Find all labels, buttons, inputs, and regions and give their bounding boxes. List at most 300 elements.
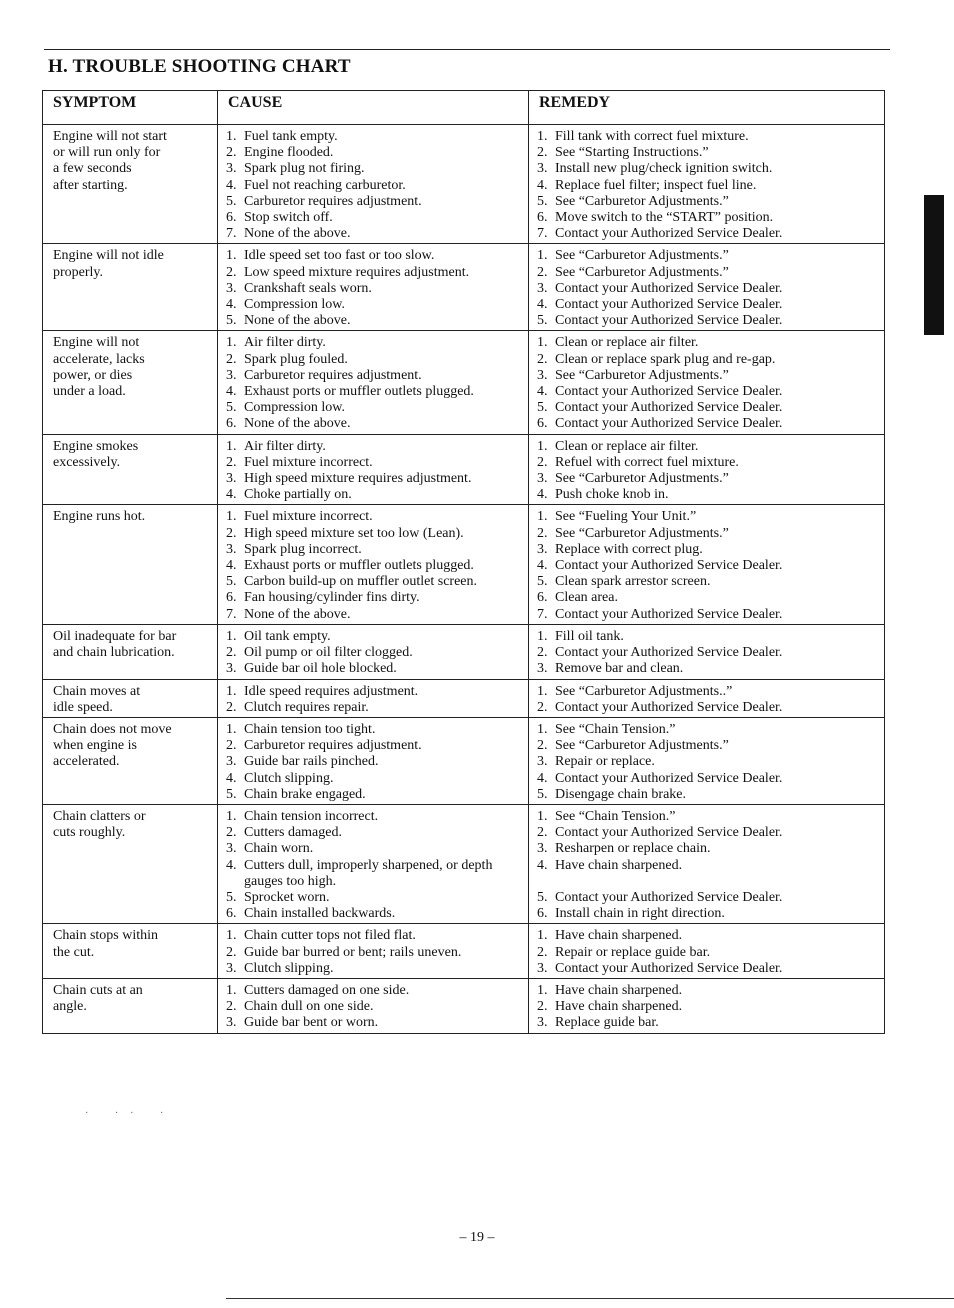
cause-item <box>226 787 522 803</box>
cause-item <box>226 754 522 770</box>
item-number: 7. <box>226 606 237 622</box>
cause-list <box>226 629 522 678</box>
item-number: 5. <box>226 574 237 590</box>
table-row <box>43 924 885 979</box>
item-number: 2. <box>537 525 548 541</box>
cause-cell <box>218 244 529 331</box>
remedy-item <box>537 754 878 770</box>
item-text: Compression low. <box>244 297 345 313</box>
item-text: Contact your Authorized Service Dealer. <box>555 226 783 242</box>
item-number: 2. <box>226 525 237 541</box>
cause-list <box>226 439 522 504</box>
item-text: Contact your Authorized Service Dealer. <box>555 416 783 432</box>
item-number: 2. <box>226 738 237 754</box>
cause-item <box>226 700 522 716</box>
remedy-cell <box>529 505 885 624</box>
item-text: Sprocket worn. <box>244 889 330 905</box>
remedy-item <box>537 858 878 874</box>
symptom-text: Engine will not start or will run only for a few seconds after starting. <box>53 129 167 193</box>
item-text: Refuel with correct fuel mixture. <box>555 454 739 470</box>
cause-item <box>226 945 522 961</box>
cause-item <box>226 194 522 210</box>
cause-item <box>226 471 522 487</box>
item-text: Carbon build-up on muffler outlet screen. <box>244 574 478 590</box>
item-number: 3. <box>226 541 237 557</box>
item-number: 2. <box>537 264 548 280</box>
item-text: Contact your Authorized Service Dealer. <box>555 400 783 416</box>
item-text: Contact your Authorized Service Dealer. <box>555 313 783 329</box>
cause-item <box>226 999 522 1015</box>
item-number: 4. <box>226 857 237 873</box>
cause-item <box>226 509 522 525</box>
item-text: Chain tension too tight. <box>244 721 376 737</box>
item-text: Air filter dirty. <box>244 335 326 351</box>
item-text: None of the above. <box>244 416 351 432</box>
item-text: Carburetor requires adjustment. <box>244 738 422 754</box>
chart-title: H. TROUBLE SHOOTING CHART <box>48 56 351 77</box>
item-number: 1. <box>537 129 548 144</box>
item-number: 1. <box>226 683 237 699</box>
item-number: 5. <box>226 889 237 905</box>
symptom-cell <box>43 434 218 505</box>
bottom-rule <box>226 1298 954 1299</box>
item-number: 4. <box>537 558 548 574</box>
item-number: 2. <box>537 944 548 960</box>
remedy-cell <box>529 434 885 505</box>
item-text: See “Carburetor Adjustments..” <box>555 683 733 699</box>
cause-item <box>226 352 522 368</box>
symptom-text: Engine will not accelerate, lacks power, or dies under a load. <box>53 335 145 400</box>
cause-cell <box>218 505 529 624</box>
cause-item <box>226 1015 522 1031</box>
remedy-item <box>537 400 878 416</box>
table-row <box>43 978 885 1033</box>
item-text: Push choke knob in. <box>555 487 669 503</box>
remedy-item <box>537 352 878 368</box>
item-number: 1. <box>226 928 237 944</box>
cause-item <box>226 574 522 590</box>
remedy-item <box>537 265 878 281</box>
item-number: 5. <box>537 786 548 802</box>
item-text: Low speed mixture requires adjustment. <box>244 264 470 280</box>
item-number: 1. <box>537 335 548 351</box>
item-text: Contact your Authorized Service Dealer. <box>555 384 783 400</box>
symptom-text: Chain does not move when engine is accelerated. <box>53 721 172 770</box>
remedy-item <box>537 983 878 999</box>
item-text: Guide bar oil hole blocked. <box>244 661 397 677</box>
item-text: Cutters dull, improperly sharpened, or depth gauges too high. <box>244 857 493 889</box>
item-text: Guide bar burred or bent; rails uneven. <box>244 944 462 960</box>
remedy-item <box>537 210 878 226</box>
remedy-item <box>537 129 878 145</box>
item-number: 6. <box>537 905 548 921</box>
item-number: 3. <box>226 1015 237 1031</box>
item-text: Contact your Authorized Service Dealer. <box>555 606 783 622</box>
remedy-list <box>537 928 878 977</box>
cause-item <box>226 439 522 455</box>
cause-cell <box>218 717 529 804</box>
item-text: Chain dull on one side. <box>244 999 374 1015</box>
table-row <box>43 717 885 804</box>
remedy-item <box>537 542 878 558</box>
item-text: Carburetor requires adjustment. <box>244 367 422 383</box>
remedy-item <box>537 945 878 961</box>
item-number: 2. <box>226 264 237 280</box>
item-number: 2. <box>537 999 548 1015</box>
remedy-item <box>537 313 878 329</box>
remedy-item <box>537 825 878 841</box>
symptom-cell <box>43 624 218 679</box>
item-number: 7. <box>537 226 548 242</box>
item-number: 2. <box>226 944 237 960</box>
item-number: 4. <box>537 384 548 400</box>
item-text: Clutch requires repair. <box>244 699 369 715</box>
item-number: 3. <box>537 471 548 487</box>
remedy-item <box>537 809 878 825</box>
item-number: 3. <box>226 661 237 677</box>
item-number: 3. <box>226 960 237 976</box>
item-number: 3. <box>537 960 548 976</box>
item-text: Exhaust ports or muffler outlets plugged. <box>244 384 474 400</box>
symptom-text: Chain stops within the cut. <box>53 928 159 960</box>
remedy-item <box>537 335 878 351</box>
item-number: 1. <box>537 721 548 737</box>
symptom-cell <box>43 331 218 434</box>
item-text: None of the above. <box>244 226 351 242</box>
item-text: See “Starting Instructions.” <box>555 145 709 161</box>
cause-item <box>226 226 522 242</box>
item-number: 2. <box>537 351 548 367</box>
cause-cell <box>218 624 529 679</box>
remedy-item <box>537 771 878 787</box>
cause-header: CAUSE <box>218 91 529 125</box>
item-number: 3. <box>537 280 548 296</box>
item-number: 1. <box>537 928 548 944</box>
item-number: 2. <box>226 145 237 161</box>
item-text: Repair or replace. <box>555 754 655 770</box>
remedy-item <box>537 1015 878 1031</box>
remedy-item <box>537 471 878 487</box>
cause-item <box>226 629 522 645</box>
cause-item <box>226 983 522 999</box>
remedy-cell <box>529 331 885 434</box>
cause-item <box>226 384 522 400</box>
scan-specks: · ·· · <box>85 1108 176 1119</box>
cause-item <box>226 684 522 700</box>
symptom-text: Chain clatters or cuts roughly. <box>53 808 146 841</box>
item-text: Guide bar rails pinched. <box>244 754 379 770</box>
item-text: Engine flooded. <box>244 145 334 161</box>
cause-list <box>226 248 522 329</box>
item-number: 3. <box>226 367 237 383</box>
remedy-item <box>537 439 878 455</box>
item-text: Clean or replace spark plug and re-gap. <box>555 351 776 367</box>
item-number: 6. <box>226 416 237 432</box>
item-text: See “Chain Tension.” <box>555 808 676 824</box>
item-text: Carburetor requires adjustment. <box>244 193 422 209</box>
remedy-list <box>537 809 878 922</box>
cause-list <box>226 928 522 977</box>
item-text: Crankshaft seals worn. <box>244 280 372 296</box>
cause-item <box>226 661 522 677</box>
item-text: Contact your Authorized Service Dealer. <box>555 889 783 905</box>
symptom-cell <box>43 244 218 331</box>
item-number: 4. <box>226 770 237 786</box>
item-text: Clutch slipping. <box>244 960 334 976</box>
cause-list <box>226 809 522 922</box>
item-number: 3. <box>537 367 548 383</box>
symptom-cell <box>43 924 218 979</box>
cause-item <box>226 542 522 558</box>
item-number: 1. <box>537 982 548 998</box>
item-text: Oil pump or oil filter clogged. <box>244 645 413 661</box>
symptom-cell <box>43 717 218 804</box>
item-text: Replace guide bar. <box>555 1015 659 1031</box>
remedy-cell <box>529 717 885 804</box>
item-number: 2. <box>537 454 548 470</box>
item-text: Spark plug fouled. <box>244 351 348 367</box>
remedy-item <box>537 161 878 177</box>
cause-cell <box>218 331 529 434</box>
item-number: 2. <box>537 645 548 661</box>
cause-item <box>226 906 522 922</box>
item-number: 3. <box>226 841 237 857</box>
item-number: 3. <box>537 161 548 177</box>
remedy-list <box>537 335 878 432</box>
top-rule <box>44 49 890 50</box>
item-number: 1. <box>226 509 237 525</box>
item-text: Clean or replace air filter. <box>555 335 699 351</box>
item-text: See “Carburetor Adjustments.” <box>555 738 729 754</box>
item-number: 1. <box>226 335 237 351</box>
item-text: Spark plug not firing. <box>244 161 365 177</box>
cause-item <box>226 558 522 574</box>
item-number: 1. <box>226 628 237 644</box>
item-text: Fill oil tank. <box>555 628 624 644</box>
item-text: Clean area. <box>555 590 618 606</box>
symptom-text: Engine will not idle properly. <box>53 248 164 280</box>
section-tab-marker <box>924 195 944 335</box>
item-number: 1. <box>226 438 237 454</box>
cause-item <box>226 416 522 432</box>
remedy-list <box>537 509 878 622</box>
remedy-item <box>537 906 878 922</box>
cause-item <box>226 771 522 787</box>
remedy-item <box>537 558 878 574</box>
cause-item <box>226 335 522 351</box>
item-number: 4. <box>226 297 237 313</box>
item-number: 1. <box>537 438 548 454</box>
remedy-item <box>537 487 878 503</box>
item-number: 2. <box>226 454 237 470</box>
item-number: 4. <box>537 177 548 193</box>
item-number: 4. <box>226 384 237 400</box>
item-number: 3. <box>537 541 548 557</box>
item-number: 4. <box>226 558 237 574</box>
cause-item <box>226 722 522 738</box>
cause-item <box>226 928 522 944</box>
item-text: Fuel not reaching carburetor. <box>244 177 406 193</box>
cause-item <box>226 841 522 857</box>
cause-item <box>226 248 522 264</box>
cause-item <box>226 297 522 313</box>
cause-cell <box>218 679 529 717</box>
remedy-item <box>537 281 878 297</box>
item-text: Fill tank with correct fuel mixture. <box>555 129 749 144</box>
item-text: Contact your Authorized Service Dealer. <box>555 960 783 976</box>
symptom-cell <box>43 679 218 717</box>
item-number: 6. <box>226 590 237 606</box>
remedy-item <box>537 607 878 623</box>
item-text: Exhaust ports or muffler outlets plugged. <box>244 558 474 574</box>
table-row <box>43 125 885 244</box>
item-text: None of the above. <box>244 606 351 622</box>
item-number: 2. <box>226 351 237 367</box>
symptom-text: Engine smokes excessively. <box>53 438 139 470</box>
remedy-item <box>537 999 878 1015</box>
symptom-cell <box>43 125 218 244</box>
item-text: See “Carburetor Adjustments.” <box>555 471 729 487</box>
cause-item <box>226 526 522 542</box>
item-number: 2. <box>537 699 548 715</box>
item-text: See “Carburetor Adjustments.” <box>555 248 729 264</box>
symptom-text: Chain moves at idle speed. <box>53 683 141 715</box>
item-number: 2. <box>226 645 237 661</box>
table-row <box>43 505 885 624</box>
item-number: 1. <box>537 248 548 264</box>
item-text: Contact your Authorized Service Dealer. <box>555 825 783 841</box>
symptom-text: Oil inadequate for bar and chain lubrication. <box>53 628 177 661</box>
item-number: 3. <box>226 754 237 770</box>
item-text: Clean spark arrestor screen. <box>555 574 711 590</box>
cause-item <box>226 590 522 606</box>
item-number: 5. <box>537 400 548 416</box>
item-text: Repair or replace guide bar. <box>555 944 711 960</box>
item-number: 3. <box>226 161 237 177</box>
cause-cell <box>218 804 529 923</box>
item-text: Idle speed requires adjustment. <box>244 683 419 699</box>
item-text: High speed mixture requires adjustment. <box>244 471 472 487</box>
cause-item <box>226 161 522 177</box>
remedy-item <box>537 645 878 661</box>
remedy-item <box>537 738 878 754</box>
cause-item <box>226 825 522 841</box>
cause-cell <box>218 978 529 1033</box>
item-text: Fuel tank empty. <box>244 129 338 144</box>
symptom-text: Chain cuts at an angle. <box>53 982 143 1015</box>
remedy-list <box>537 722 878 803</box>
table-row <box>43 434 885 505</box>
item-number: 6. <box>537 210 548 226</box>
item-number: 5. <box>537 889 548 905</box>
item-number: 4. <box>537 487 548 503</box>
item-text: Oil tank empty. <box>244 628 331 644</box>
item-number: 3. <box>537 1015 548 1031</box>
table-row <box>43 679 885 717</box>
item-text: Disengage chain brake. <box>555 786 686 802</box>
remedy-item <box>537 194 878 210</box>
item-text: High speed mixture set too low (Lean). <box>244 525 464 541</box>
remedy-item <box>537 226 878 242</box>
cause-cell <box>218 924 529 979</box>
cause-list <box>226 722 522 803</box>
item-number: 2. <box>226 999 237 1015</box>
item-text: Air filter dirty. <box>244 438 326 454</box>
item-text: See “Carburetor Adjustments.” <box>555 264 729 280</box>
item-text: Fan housing/cylinder fins dirty. <box>244 590 420 606</box>
remedy-item <box>537 416 878 432</box>
cause-item <box>226 455 522 471</box>
item-number: 3. <box>537 841 548 857</box>
item-text: Install chain in right direction. <box>555 905 725 921</box>
item-text: Chain worn. <box>244 841 314 857</box>
item-number: 1. <box>537 509 548 525</box>
item-number: 1. <box>537 808 548 824</box>
cause-item <box>226 890 522 906</box>
item-text: Stop switch off. <box>244 210 333 226</box>
remedy-cell <box>529 804 885 923</box>
remedy-cell <box>529 924 885 979</box>
header-row <box>43 91 885 125</box>
symptom-cell <box>43 505 218 624</box>
item-text: Have chain sharpened. <box>555 928 683 944</box>
item-number: 4. <box>537 770 548 786</box>
item-text: Contact your Authorized Service Dealer. <box>555 280 783 296</box>
cause-item <box>226 961 522 977</box>
item-text: Replace with correct plug. <box>555 541 703 557</box>
remedy-item <box>537 787 878 803</box>
remedy-list <box>537 629 878 678</box>
item-number: 2. <box>537 145 548 161</box>
remedy-list <box>537 439 878 504</box>
cause-item <box>226 487 522 503</box>
item-number: 5. <box>537 193 548 209</box>
remedy-item <box>537 722 878 738</box>
cause-list <box>226 983 522 1032</box>
item-text: None of the above. <box>244 313 351 329</box>
item-number: 5. <box>226 400 237 416</box>
remedy-item <box>537 629 878 645</box>
table-body <box>43 125 885 1034</box>
remedy-item <box>537 928 878 944</box>
remedy-cell <box>529 125 885 244</box>
remedy-header: REMEDY <box>529 91 885 125</box>
item-text: See “Fueling Your Unit.” <box>555 509 697 525</box>
item-text: Contact your Authorized Service Dealer. <box>555 699 783 715</box>
remedy-cell <box>529 978 885 1033</box>
item-number: 6. <box>226 906 237 922</box>
item-number: 1. <box>537 683 548 699</box>
table-row <box>43 624 885 679</box>
cause-list <box>226 509 522 622</box>
item-text: Replace fuel filter; inspect fuel line. <box>555 177 757 193</box>
item-text: Choke partially on. <box>244 487 352 503</box>
remedy-list <box>537 248 878 329</box>
item-number: 1. <box>226 721 237 737</box>
cause-item <box>226 645 522 661</box>
cause-item <box>226 368 522 384</box>
item-number: 1. <box>226 982 237 998</box>
item-number: 7. <box>537 606 548 622</box>
item-text: Have chain sharpened. <box>555 857 683 873</box>
cause-item <box>226 210 522 226</box>
item-text: See “Carburetor Adjustments.” <box>555 367 729 383</box>
cause-list <box>226 684 522 716</box>
remedy-item <box>537 145 878 161</box>
cause-list <box>226 335 522 432</box>
cause-list <box>226 129 522 242</box>
page-number: – 19 – <box>459 1230 495 1245</box>
